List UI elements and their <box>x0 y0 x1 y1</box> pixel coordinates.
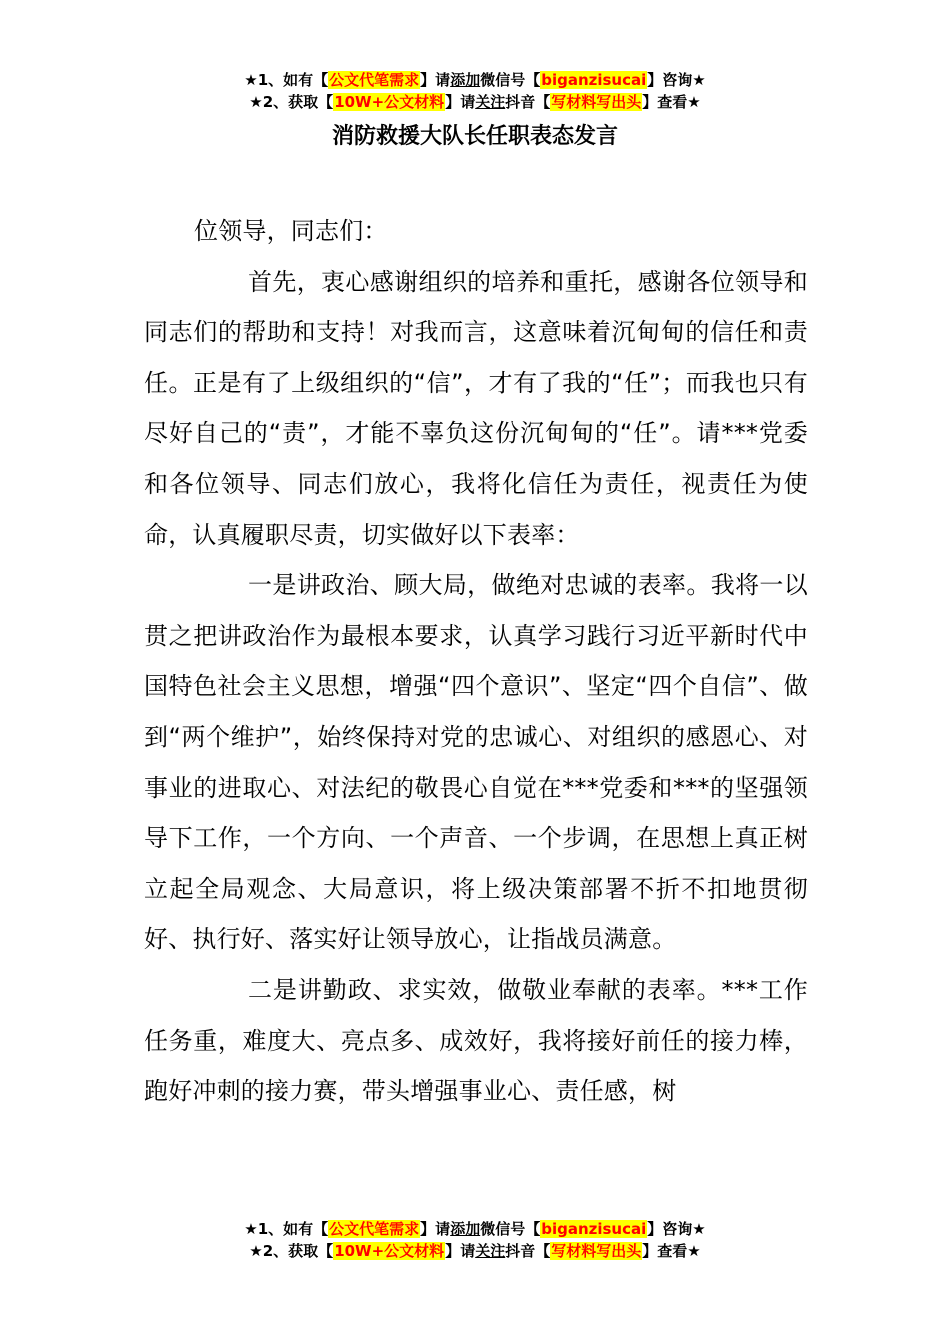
promo-highlight: 10W+公文材料 <box>334 1242 445 1260</box>
promo-underlined: 关注 <box>475 93 506 111</box>
promo-text: 抖音【 <box>505 93 551 111</box>
promo-highlight: 公文代笔需求 <box>329 71 420 89</box>
footer-promo-banner <box>0 1218 950 1262</box>
promo-highlight: 写材料写出头 <box>551 93 642 111</box>
promo-line-1 <box>0 69 950 91</box>
paragraph-point-one: 一是讲政治、顾大局，做绝对忠诚的表率。我将一以贯之把讲政治作为最根本要求，认真学习践行习近平新时代中国特色社会主义思想，增强“四个意识”、坚定“四个自信”、做到“两个维护”，始终保持对党的忠诚心、对组织的感恩心、对事业的进取心、对法纪的敬畏心自觉在***党委和***的坚强领导下工作，一个方向、一个声音、一个步调，在思想上真正树立起全局观念、大局意识，将上级决策部署不折不扣地贯彻好、执行好、落实好让领导放心，让指战员满意。 <box>144 571 808 954</box>
document-body <box>144 206 808 1117</box>
paragraph-point-two: 二是讲勤政、求实效，做敬业奉献的表率。***工作任务重，难度大、亮点多、成效好，我将接好前任的接力棒，跑好冲刺的接力赛，带头增强事业心、责任感，树 <box>144 975 808 1106</box>
promo-text: 】咨询★ <box>647 1220 706 1238</box>
promo-text: ★2、获取【 <box>249 1242 334 1260</box>
promo-text: 】查看★ <box>642 1242 701 1260</box>
promo-text: 】请 <box>420 1220 451 1238</box>
promo-text: ★2、获取【 <box>249 93 334 111</box>
promo-text: 微信号【 <box>480 1220 541 1238</box>
promo-underlined: 添加 <box>450 1220 481 1238</box>
paragraph-intro: 首先，衷心感谢组织的培养和重托，感谢各位领导和同志们的帮助和支持！对我而言，这意味着沉甸甸的信任和责任。正是有了上级组织的“信”，才有了我的“任”；而我也只有尽好自己的“责”，才能不辜负这份沉甸甸的“任”。请***党委和各位领导、同志们放心，我将化信任为责任，视责任为使命，认真履职尽责，切实做好以下表率： <box>144 267 808 549</box>
document-title: 消防救援大队长任职表态发言 <box>331 124 618 149</box>
promo-underlined: 添加 <box>450 71 481 89</box>
promo-text: ★1、如有【 <box>244 71 329 89</box>
promo-line-2 <box>0 1240 950 1262</box>
promo-text: 】咨询★ <box>647 71 706 89</box>
promo-text: ★1、如有【 <box>244 1220 329 1238</box>
promo-line-2 <box>0 91 950 113</box>
promo-underlined: 关注 <box>475 1242 506 1260</box>
promo-highlight: 写材料写出头 <box>551 1242 642 1260</box>
promo-text: 抖音【 <box>505 1242 551 1260</box>
promo-text: 】请 <box>420 71 451 89</box>
promo-highlight: 公文代笔需求 <box>329 1220 420 1238</box>
promo-highlight: biganzisucai <box>541 1220 647 1238</box>
promo-text: 】请 <box>445 93 476 111</box>
promo-highlight: biganzisucai <box>541 71 647 89</box>
promo-text: 】查看★ <box>642 93 701 111</box>
promo-line-1 <box>0 1218 950 1240</box>
salutation: 位领导，同志们： <box>194 217 388 245</box>
promo-text: 微信号【 <box>480 71 541 89</box>
header-promo-banner <box>0 69 950 113</box>
promo-text: 】请 <box>445 1242 476 1260</box>
promo-highlight: 10W+公文材料 <box>334 93 445 111</box>
